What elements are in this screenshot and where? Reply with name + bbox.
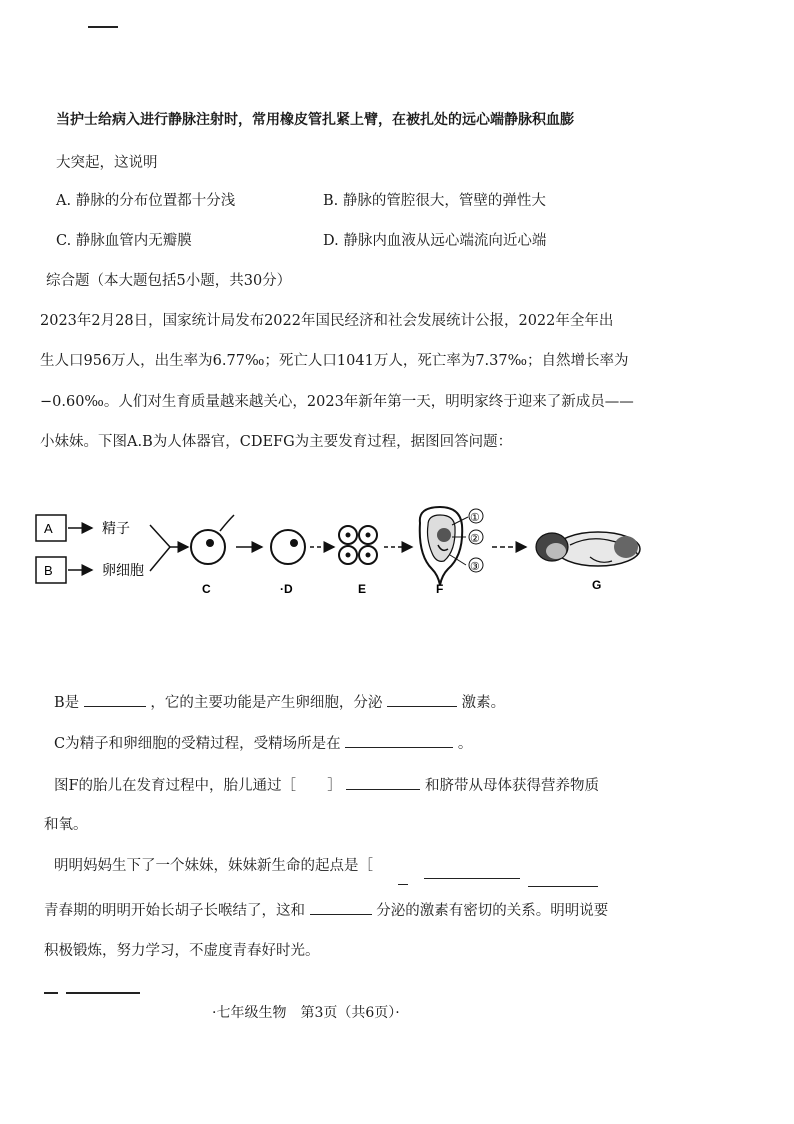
stage-g-baby [536,532,640,566]
q1-text-c: 激素。 [461,695,506,711]
q3-text-a: 图F的胎儿在发育过程中，胎儿通过［ [54,778,297,794]
q1-line [54,692,505,713]
q5-line [44,900,608,921]
section-heading: 综合题（本大题包括5小题，共30分） [46,273,292,289]
passage-line-1: 2023年2月28日，国家统计局发布2022年国民经济和社会发展统计公报，2022年全年出 [40,313,614,329]
bottom-scan-mark-2 [66,992,140,994]
organ-box-b [36,557,66,583]
stage-d-zygote [271,530,305,564]
mc-option-d: D. 静脉内血液从远心端流向近心端 [323,233,547,249]
passage-line-3: −0.60‰。人们对生育质量越来越关心，2023年新年第一天，明明家终于迎来了新成员—— [40,394,634,410]
q1-blank-organ[interactable] [84,692,146,707]
q2-blank-site[interactable] [345,733,453,748]
top-scan-mark [88,26,118,28]
stage-d-label: ·D [280,582,293,596]
egg-label: 卵细胞 [102,563,144,579]
page-footer: ·七年级生物 第3页（共6页）· [212,1005,400,1021]
q2-line [54,733,472,754]
mc-stem-line-1: 当护士给病入进行静脉注射时，常用橡皮管扎紧上臂，在被扎处的远心端静脉积血膨 [56,112,574,128]
q4-blank-short[interactable] [398,884,408,885]
q1-blank-hormone[interactable] [387,692,457,707]
q3-line [54,775,599,796]
development-diagram [0,495,794,605]
q3-line-2: 和氧。 [44,817,88,833]
organ-box-a [36,515,66,541]
q5-blank-gland[interactable] [310,900,372,915]
mc-option-a: A. 静脉的分布位置都十分浅 [56,193,236,209]
stage-f-fetus [420,507,483,585]
organ-box-b-label: B [44,563,53,578]
converge-line-bottom [150,547,170,571]
q5-text-a: 青春期的明明开始长胡子长喉结了，这和 [44,903,305,919]
passage-line-2: 生人口956万人，出生率为6.77‰；死亡人口1041万人，死亡率为7.37‰；自然增长率为 [40,353,629,369]
mc-option-b: B. 静脉的管腔很大，管壁的弹性大 [323,193,546,209]
q3-text-b: ］ [327,778,342,794]
sperm-label: 精子 [102,521,130,537]
passage-line-4: 小妹妹。下图A.B为人体器官，CDEFG为主要发育过程，据图回答问题： [40,434,513,450]
q5-text-b: 分泌的激素有密切的关系。明明说要 [376,903,609,919]
q5-line-2: 积极锻炼，努力学习，不虚度青春好时光。 [44,943,320,959]
stage-g-label: G [592,578,602,592]
mc-stem-line-2: 大突起，这说明 [56,155,158,171]
mc-option-c: C. 静脉血管内无瓣膜 [56,233,192,249]
callout-2: ② [470,532,480,545]
q4-blank-extra[interactable] [528,886,598,887]
stage-e-label: E [358,582,367,596]
q3-blank-structure[interactable] [346,775,420,790]
organ-box-a-label: A [44,521,53,536]
callout-1: ① [470,511,480,524]
stage-c-fertilization [191,515,234,564]
q3-text-c: 和脐带从母体获得营养物质 [425,778,599,794]
q4-blank-long[interactable] [424,878,520,879]
q4-line: 明明妈妈生下了一个妹妹，妹妹新生命的起点是［ [54,858,373,874]
callout-3: ③ [470,560,480,573]
converge-line-top [150,525,170,547]
bottom-scan-mark-1 [44,992,58,994]
q1-text-a: B是 [54,695,80,711]
stage-e-cleavage [339,526,377,564]
stage-c-label: C [202,582,211,596]
q2-text-a: C为精子和卵细胞的受精过程，受精场所是在 [54,736,341,752]
stage-f-label: F [436,582,444,596]
q1-text-b: ，它的主要功能是产生卵细胞，分泌 [150,695,383,711]
q2-text-b: 。 [457,736,473,752]
